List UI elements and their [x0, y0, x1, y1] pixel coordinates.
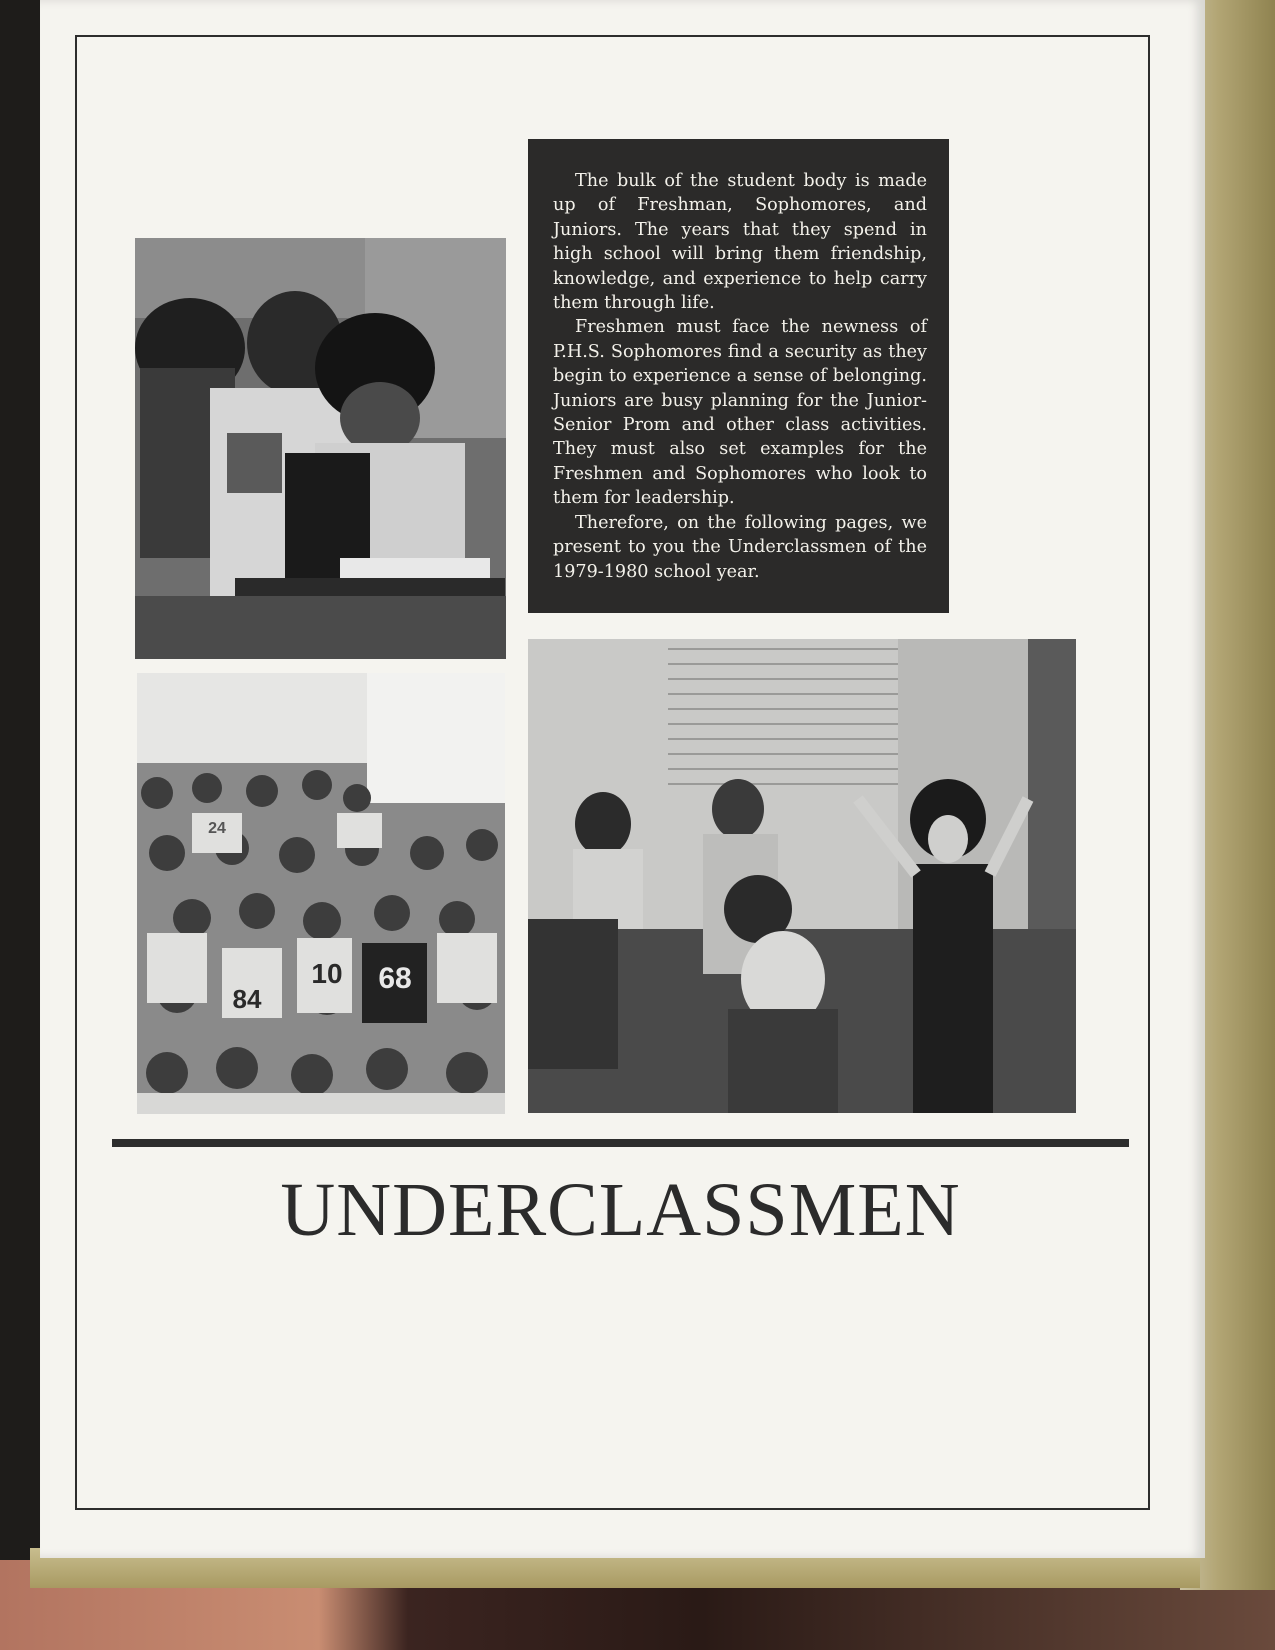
photo-students-studying	[135, 238, 506, 659]
classroom-students-image	[528, 639, 1076, 1113]
photo-classroom-students	[528, 639, 1076, 1113]
intro-paragraph-2: Freshmen must face the newness of P.H.S. Sophomores find a security as they begin to experience a sense of belonging. Juniors are busy planning for the Junior-Senior Prom and other class activities. They must also set examples for the Freshmen and Sophomores who look to them for leadership.	[553, 317, 927, 509]
jersey-number-68: 68	[378, 962, 412, 995]
jersey-number-24: 24	[208, 820, 226, 837]
section-divider	[112, 1139, 1129, 1147]
jersey-number-10: 10	[311, 958, 343, 989]
students-crowd-image	[137, 673, 505, 1114]
intro-paragraph-3: Therefore, on the following pages, we present to you the Underclassmen of the 1979-1980 school year.	[553, 512, 927, 582]
photo-students-crowd	[137, 673, 505, 1114]
intro-text-block	[528, 139, 949, 613]
jersey-number-84: 84	[232, 984, 262, 1014]
intro-paragraph-1: The bulk of the student body is made up of Freshman, Sophomores, and Juniors. The years that they spend in high school will bring them friendship, knowledge, and experience to help carry them through life.	[553, 171, 927, 314]
students-studying-image	[135, 238, 506, 659]
section-title: UNDERCLASSMEN	[280, 1168, 961, 1252]
